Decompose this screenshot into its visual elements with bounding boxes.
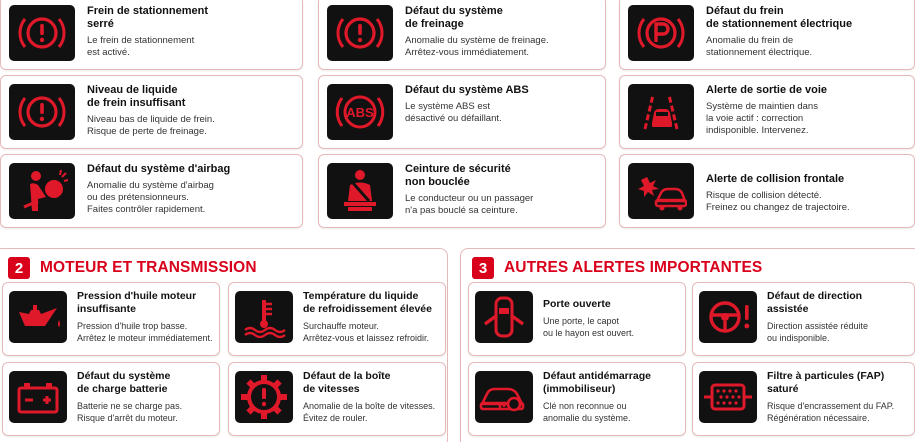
airbag-icon	[9, 163, 75, 219]
warning-card-particulate-filter	[692, 362, 915, 436]
warning-card-battery	[2, 362, 220, 436]
coolant-temperature-icon	[235, 291, 293, 343]
warning-card-coolant-temperature	[228, 282, 446, 356]
card-description: Risque de collision détecté. Freinez ou changez de trajectoire.	[706, 190, 850, 213]
card-description: Direction assistée réduite ou indisponible.	[767, 321, 869, 343]
card-description: Clé non reconnue ou anomalie du système.	[543, 401, 631, 423]
warning-card-collision	[619, 154, 915, 228]
warning-card-door-open	[468, 282, 686, 356]
lane-departure-icon	[628, 84, 694, 140]
door-open-icon	[475, 291, 533, 343]
card-description: Batterie ne se charge pas. Risque d'arrêt du moteur.	[77, 401, 183, 423]
section-title: MOTEUR ET TRANSMISSION	[40, 259, 257, 276]
section-number-badge: 2	[8, 257, 30, 279]
warning-card-brake-system	[318, 0, 606, 70]
abs-icon	[327, 84, 393, 140]
section-number-badge: 3	[472, 257, 494, 279]
card-title: Défaut du système d'airbag	[87, 163, 231, 175]
card-title: Pression d'huile moteur insuffisante	[77, 290, 197, 315]
card-description: Une porte, le capot ou le hayon est ouvert.	[543, 316, 635, 338]
warning-card-immobilizer	[468, 362, 686, 436]
warning-card-electric-parking-brake	[619, 0, 915, 70]
card-description: Le conducteur ou un passager n'a pas bouclé sa ceinture.	[405, 193, 534, 216]
warning-card-airbag	[0, 154, 303, 228]
warning-card-oil-pressure	[2, 282, 220, 356]
section-header	[8, 257, 257, 279]
card-title: Défaut du frein de stationnement électrique	[706, 5, 853, 30]
steering-icon	[699, 291, 757, 343]
seatbelt-icon	[327, 163, 393, 219]
exclamation-circle-icon	[327, 5, 393, 61]
card-title: Température du liquide de refroidissement élevée	[303, 290, 432, 315]
card-description: Anomalie de la boîte de vitesses. Évitez de rouler.	[303, 401, 436, 423]
card-title: Défaut de la boîte de vitesses	[303, 370, 391, 395]
card-title: Alerte de collision frontale	[706, 173, 845, 185]
card-title: Niveau de liquide de frein insuffisant	[87, 84, 186, 109]
immobilizer-icon	[475, 371, 533, 423]
exclamation-circle-icon	[9, 5, 75, 61]
oil-pressure-icon	[9, 291, 67, 343]
battery-icon	[9, 371, 67, 423]
warning-card-abs	[318, 75, 606, 149]
card-description: Anomalie du frein de stationnement électrique.	[706, 35, 813, 58]
card-title: Défaut de direction assistée	[767, 290, 863, 315]
warning-card-seatbelt	[318, 154, 606, 228]
warning-card-lane-departure	[619, 75, 915, 149]
card-description: Système de maintien dans la voie actif : correction indisponible. Intervenez.	[706, 101, 818, 136]
particulate-filter-icon	[699, 371, 757, 423]
warning-card-parking-brake	[0, 0, 303, 70]
collision-icon	[628, 163, 694, 219]
card-description: Pression d'huile trop basse. Arrêtez le moteur immédiatement.	[77, 321, 213, 343]
svg-text:ABS: ABS	[346, 105, 374, 120]
card-title: Défaut du système de freinage	[405, 5, 503, 30]
warning-card-power-steering	[692, 282, 915, 356]
gearbox-icon	[235, 371, 293, 423]
section-header	[472, 257, 762, 279]
card-title: Filtre à particules (FAP) saturé	[767, 370, 885, 395]
parking-brake-icon	[628, 5, 694, 61]
card-description: Surchauffe moteur. Arrêtez-vous et laissez refroidir.	[303, 321, 430, 343]
section-title: AUTRES ALERTES IMPORTANTES	[504, 259, 763, 276]
card-title: Alerte de sortie de voie	[706, 84, 828, 96]
card-title: Défaut du système de charge batterie	[77, 370, 171, 395]
card-description: Niveau bas de liquide de frein. Risque de perte de freinage.	[87, 114, 215, 137]
card-title: Ceinture de sécurité non bouclée	[405, 163, 511, 188]
exclamation-circle-icon	[9, 84, 75, 140]
card-description: Risque d'encrassement du FAP. Régénération nécessaire.	[767, 401, 895, 423]
card-description: Anomalie du système de freinage. Arrêtez-vous immédiatement.	[405, 35, 549, 58]
card-description: Anomalie du système d'airbag ou des prétensionneurs. Faites contrôler rapidement.	[87, 180, 214, 215]
warning-card-gearbox	[228, 362, 446, 436]
warning-card-brake-fluid	[0, 75, 303, 149]
card-title: Porte ouverte	[543, 298, 611, 310]
card-description: Le système ABS est désactivé ou défaillant.	[405, 101, 502, 124]
card-title: Frein de stationnement serré	[87, 5, 209, 30]
card-description: Le frein de stationnement est activé.	[87, 35, 195, 58]
card-title: Défaut du système ABS	[405, 84, 529, 96]
card-title: Défaut antidémarrage (immobiliseur)	[543, 370, 651, 395]
